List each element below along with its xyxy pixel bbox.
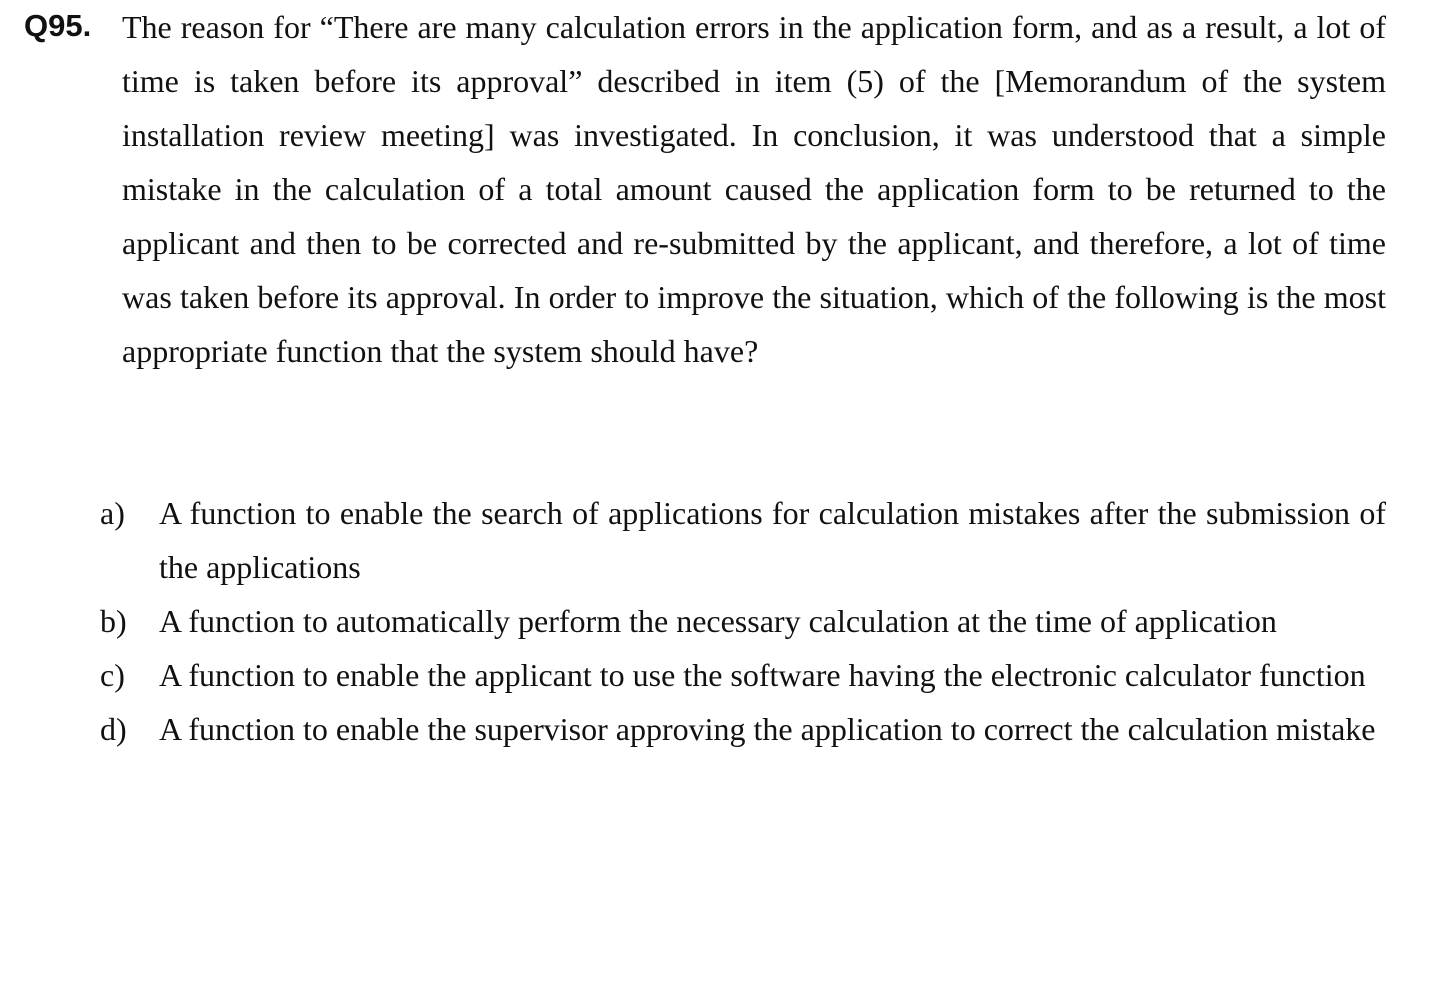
answer-options [100, 486, 1386, 756]
option-c-text: A function to enable the applicant to use the software having the electronic calculator function [159, 657, 1366, 693]
option-d [100, 702, 1386, 756]
option-c [100, 648, 1386, 702]
option-b-label: b) [100, 603, 127, 639]
option-c-label: c) [100, 657, 125, 693]
option-a [100, 486, 1386, 594]
option-b-text: A function to automatically perform the necessary calculation at the time of application [159, 603, 1277, 639]
option-d-label: d) [100, 711, 127, 747]
option-d-text: A function to enable the supervisor approving the application to correct the calculation mistake [159, 711, 1376, 747]
question-number: Q95. [24, 8, 92, 43]
question-block [24, 0, 1386, 378]
option-b [100, 594, 1386, 648]
option-a-text: A function to enable the search of applications for calculation mistakes after the submission of the applications [159, 495, 1386, 585]
question-text: The reason for “There are many calculation errors in the application form, and as a result, a lot of time is taken before its approval” described in item (5) of the [Memorandum of the system installation review meeting] was investigated. In conclusion, it was understood that a simple mistake in the calculation of a total amount caused the application form to be returned to the applicant and then to be corrected and re-submitted by the applicant, and therefore, a lot of time was taken before its approval. In order to improve the situation, which of the following is the most appropriate function that the system should have? [122, 9, 1386, 369]
option-a-label: a) [100, 495, 125, 531]
